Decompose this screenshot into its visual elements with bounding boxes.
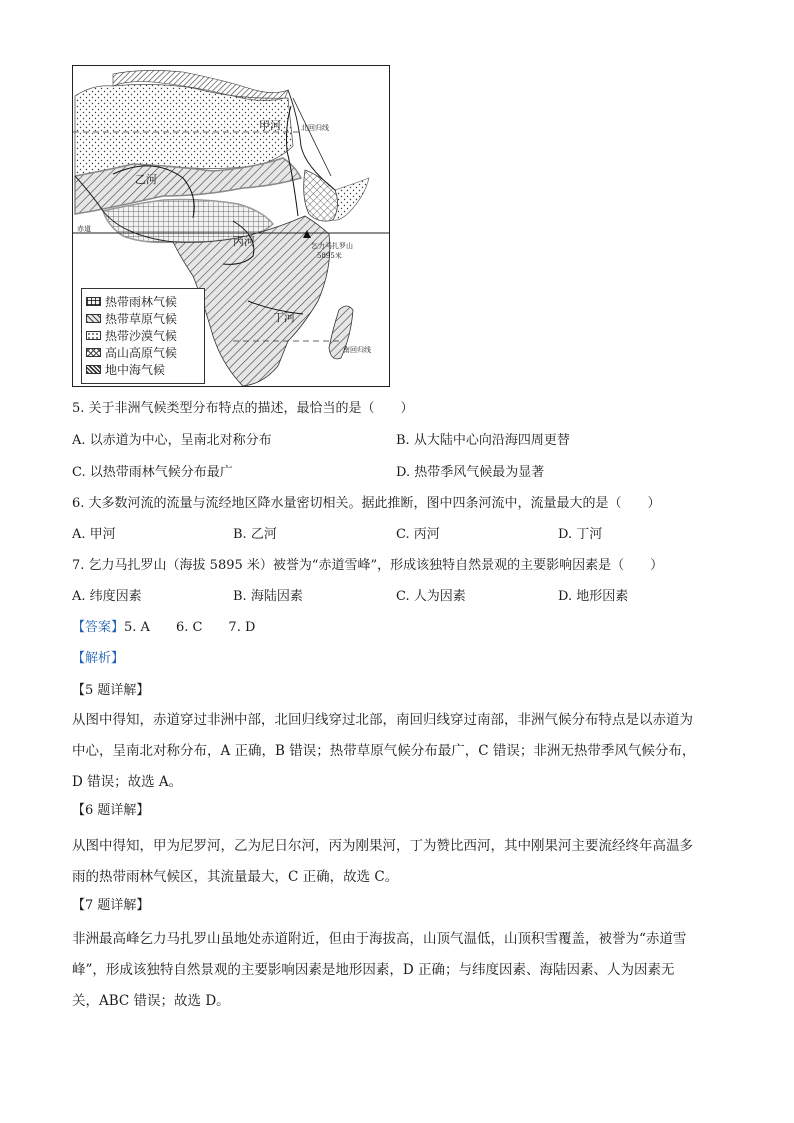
- detail-5-head: 【5 题详解】: [72, 683, 150, 698]
- legend-item: [86, 344, 204, 361]
- legend-item: [86, 310, 204, 327]
- question-7-option-d: D. 地形因素: [558, 589, 629, 604]
- africa-climate-map: [72, 65, 390, 387]
- legend-label: 热带沙漠气候: [105, 329, 178, 343]
- question-5-option-b: B. 从大陆中心向沿海四周更替: [396, 433, 570, 448]
- question-5-option-c: C. 以热带雨林气候分布最广: [72, 465, 233, 480]
- detail-line: 雨的热带雨林气候区，其流量最大，C 正确，故选 C。: [72, 869, 399, 885]
- equator-label: 赤道: [77, 225, 91, 233]
- answer-values: 5. A 6. C 7. D: [124, 620, 256, 635]
- legend-swatch-desert: [86, 331, 101, 340]
- detail-line: 峰”，形成该独特自然景观的主要影响因素是地形因素，D 正确；与纬度因素、海陆因素、人为因素无: [72, 962, 675, 978]
- detail-line: 关，ABC 错误；故选 D。: [72, 993, 230, 1009]
- legend-label: 热带草原气候: [105, 312, 178, 326]
- question-7-option-b: B. 海陆因素: [233, 589, 303, 604]
- question-5-option-d: D. 热带季风气候最为显著: [396, 465, 545, 480]
- legend-item: [86, 293, 204, 310]
- south-tropic-label: 南回归线: [343, 346, 371, 354]
- detail-line: 从图中得知，甲为尼罗河，乙为尼日尔河，丙为刚果河，丁为赞比西河，其中刚果河主要流经终年高温多: [72, 838, 693, 854]
- question-6-option-a: A. 甲河: [72, 527, 116, 542]
- legend-item: [86, 327, 204, 344]
- detail-line: 从图中得知，赤道穿过非洲中部，北回归线穿过北部，南回归线穿过南部，非洲气候分布特点是以赤道为: [72, 712, 693, 728]
- answer-head: 【答案】: [72, 620, 125, 635]
- legend-swatch-highland: [86, 348, 101, 357]
- river-jia-label: 甲河: [259, 119, 281, 132]
- north-tropic-label: 北回归线: [301, 124, 329, 132]
- detail-6-body: [72, 831, 724, 893]
- map-legend: [81, 288, 205, 384]
- river-bing-label: 丙河: [233, 235, 255, 248]
- detail-line: 非洲最高峰乞力马扎罗山虽地处赤道附近，但由于海拔高，山顶气温低，山顶积雪覆盖，被誉为“赤道雪: [72, 931, 687, 947]
- analysis-head: 【解析】: [72, 651, 125, 666]
- detail-6-head: 【6 题详解】: [72, 803, 150, 818]
- detail-line: 中心，呈南北对称分布，A 正确，B 错误；热带草原气候分布最广，C 错误；非洲无热带季风气候分布，: [72, 743, 696, 759]
- detail-7-head: 【7 题详解】: [72, 898, 150, 913]
- question-5-option-a: A. 以赤道为中心，呈南北对称分布: [72, 433, 272, 448]
- question-6-option-c: C. 丙河: [396, 527, 440, 542]
- river-ding-label: 丁河: [273, 311, 295, 324]
- legend-swatch-rainforest: [86, 297, 101, 306]
- question-6-stem: 6. 大多数河流的流量与流经地区降水量密切相关。据此推断，图中四条河流中，流量最大的是（ ）: [72, 496, 661, 511]
- mountain-elevation-label: 5895米: [317, 252, 342, 260]
- answer-line: [72, 620, 255, 636]
- question-6-option-d: D. 丁河: [558, 527, 603, 542]
- question-7-option-a: A. 纬度因素: [72, 589, 142, 604]
- legend-label: 热带雨林气候: [105, 295, 178, 309]
- question-5-stem: 5. 关于非洲气候类型分布特点的描述，最恰当的是（ ）: [72, 401, 414, 416]
- question-7-stem: 7. 乞力马扎罗山（海拔 5895 米）被誉为“赤道雪峰”，形成该独特自然景观的主要影响因素是（ ）: [72, 558, 664, 573]
- detail-7-body: [72, 924, 724, 1017]
- legend-label: 地中海气候: [105, 363, 166, 377]
- legend-swatch-savanna: [86, 314, 101, 323]
- river-yi-label: 乙河: [135, 173, 157, 186]
- question-7-option-c: C. 人为因素: [396, 589, 466, 604]
- question-6-option-b: B. 乙河: [233, 527, 277, 542]
- legend-label: 高山高原气候: [105, 346, 178, 360]
- legend-item: [86, 361, 204, 378]
- detail-line: D 错误；故选 A。: [72, 774, 183, 790]
- legend-swatch-mediterranean: [86, 365, 101, 374]
- mountain-name-label: 乞力马扎罗山: [311, 242, 353, 250]
- detail-5-body: [72, 705, 724, 798]
